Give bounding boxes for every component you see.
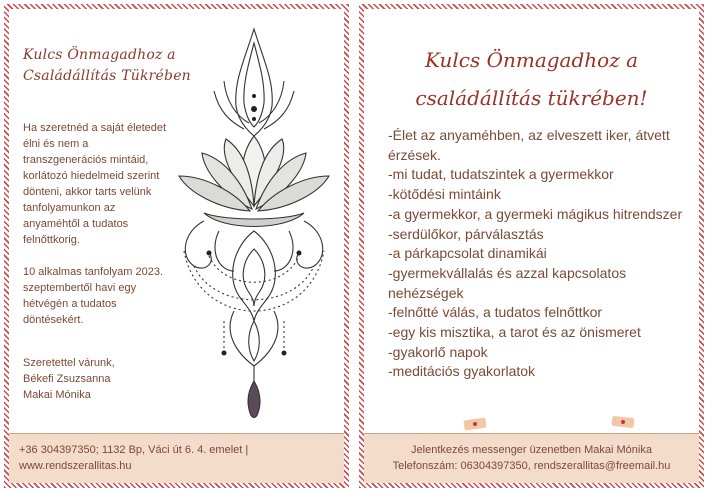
left-footer-website: www.rendszerallitas.hu [19, 460, 132, 472]
list-item: -serdülőkor, párválasztás [388, 225, 544, 242]
list-item: -a párkapcsolat dinamikái [388, 245, 547, 262]
right-title: Kulcs Önmagadhoz a családállítás tükrében! [415, 48, 648, 110]
left-sign-line-3: Makai Mónika [23, 389, 91, 401]
list-item: -egy kis misztika, a tarot és az önismeret [388, 324, 641, 341]
list-item: -felnőtté válás, a tudatos felnőttkor [388, 304, 603, 321]
right-footer-contact: Telefonszám: 06304397350, rendszerallitas@freemail.hu [392, 460, 671, 472]
list-item: -meditációs gyakorlatok [388, 363, 536, 380]
list-item: -Élet az anyaméhben, az elveszett iker, átvett érzések. [388, 127, 670, 163]
list-item: -kötődési mintáink [388, 186, 501, 203]
left-footer-contact: +36 304397350; 1132 Bp, Váci út 6. 4. emelet | [19, 444, 249, 456]
lotus-mandala-illustration [164, 21, 344, 441]
topic-list [388, 126, 688, 382]
left-footer [9, 433, 344, 483]
list-item: -gyermekvállalás és azzal kapcsolatos nehézségek [388, 264, 627, 301]
left-sign-line-1: Szeretettel várunk, [23, 357, 115, 369]
left-paragraph-2: 10 alkalmas tanfolyam 2023. szeptembertől havi egy hétvégén a tudatos döntésekért. [23, 266, 164, 326]
bandage-icon [463, 418, 486, 431]
left-paragraph-1: Ha szeretnéd a saját életedet élni és nem a transzgenerációs mintáid, korlátozó hiedelmeid szerint dönteni, akkor tarts velünk tanfolyamunkon az anyaméhtől a tudatos felnőttkorig. [23, 122, 167, 246]
left-sign-line-2: Békefi Zsuzsanna [23, 373, 111, 385]
list-item: -a gyermekkor, a gyermeki mágikus hitrendszer [388, 205, 683, 222]
list-item: -gyakorlő napok [388, 343, 488, 360]
bandage-icon [612, 416, 635, 428]
right-footer-registration: Jelentkezés messenger üzenetben Makai Mónika [411, 444, 652, 456]
left-body [23, 120, 175, 403]
right-flyer-card [359, 4, 704, 488]
left-title: Kulcs Önmagadhoz a Családállítás Tükrében [23, 47, 191, 84]
list-item: -mi tudat, tudatszintek a gyermekkor [388, 166, 614, 183]
left-flyer-card [4, 4, 349, 488]
right-footer [364, 433, 699, 483]
